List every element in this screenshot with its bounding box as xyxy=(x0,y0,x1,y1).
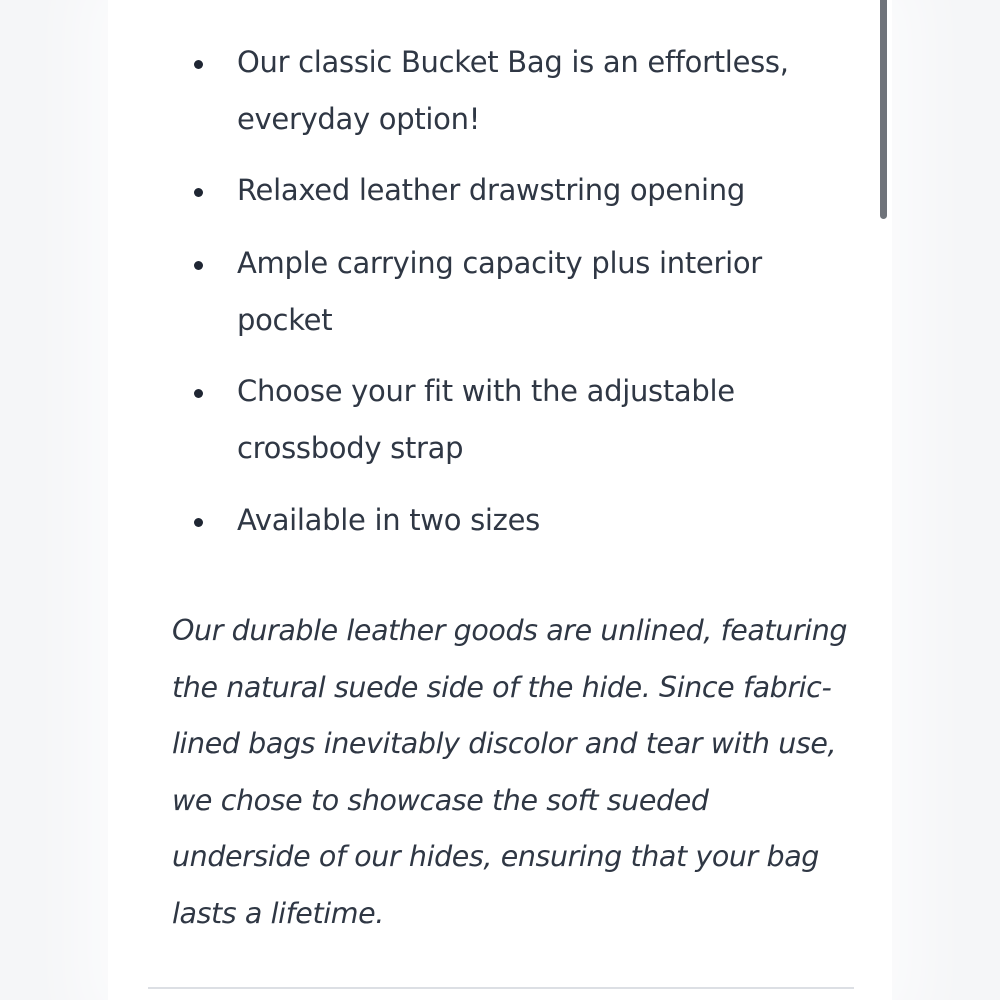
feature-text: Available in two sizes xyxy=(237,503,540,537)
section-divider xyxy=(148,987,854,989)
bullet-icon xyxy=(194,518,203,527)
product-description-panel xyxy=(108,0,892,1000)
bullet-icon xyxy=(194,60,203,69)
leather-care-note: Our durable leather goods are unlined, featuring the natural suede side of the hide. Since fabric-lined bags inevitably discolor and tear with use, we chose to showcase the soft sueded underside of our hides, ensuring that your bag lasts a lifetime. xyxy=(172,614,848,930)
bullet-icon xyxy=(194,261,203,270)
bullet-icon xyxy=(194,188,203,197)
feature-text: Our classic Bucket Bag is an effortless, everyday option! xyxy=(237,45,789,136)
feature-text: Ample carrying capacity plus interior pocket xyxy=(237,246,762,337)
scrollbar-thumb[interactable] xyxy=(880,0,887,219)
bullet-icon xyxy=(194,389,203,398)
feature-text: Choose your fit with the adjustable crossbody strap xyxy=(237,374,735,465)
feature-text: Relaxed leather drawstring opening xyxy=(237,173,745,207)
